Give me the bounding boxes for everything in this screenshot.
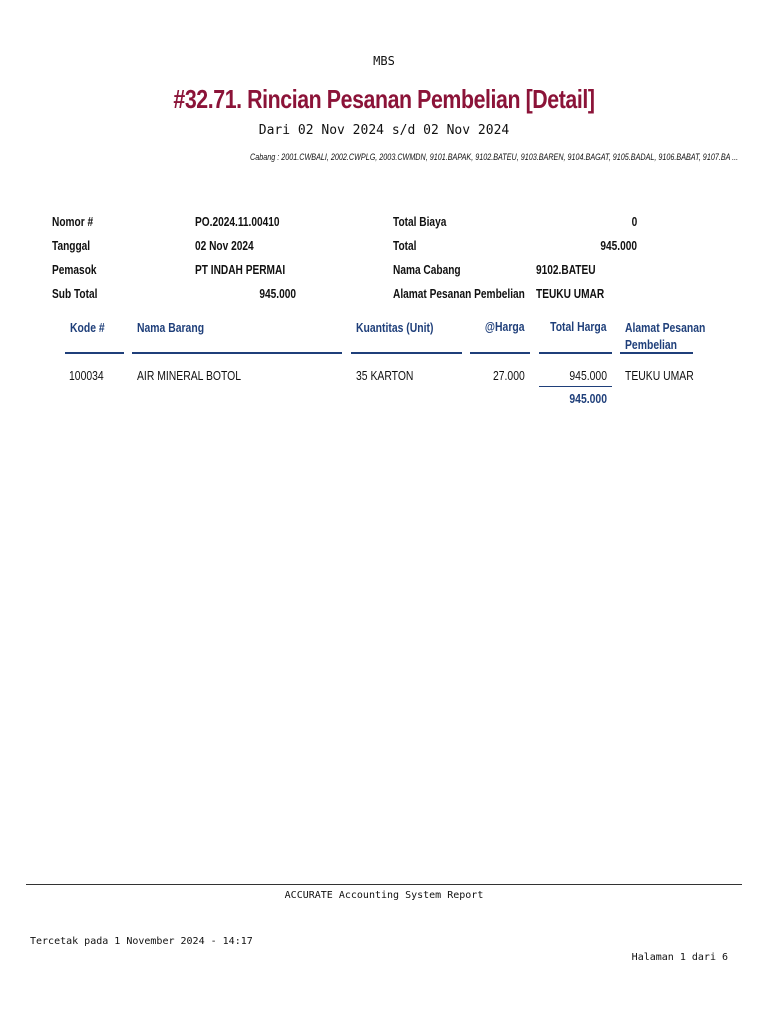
col-total-header: Total Harga: [550, 319, 607, 334]
subtotal-value: 945.000: [259, 286, 296, 301]
col-kuantitas-underline: [351, 352, 462, 354]
company-name: MBS: [373, 54, 395, 68]
nomor-value: PO.2024.11.00410: [195, 214, 280, 229]
row-total: 945.000: [569, 368, 607, 383]
total-biaya-label: Total Biaya: [393, 214, 447, 229]
alamat-value: TEUKU UMAR: [536, 286, 605, 301]
nomor-label: Nomor #: [52, 214, 94, 229]
col-nama-header: Nama Barang: [137, 320, 205, 335]
col-alamat-header: [625, 319, 705, 353]
row-nama: AIR MINERAL BOTOL: [137, 368, 242, 383]
col-nama-underline: [132, 352, 342, 354]
alamat-label: Alamat Pesanan Pembelian: [393, 286, 525, 301]
pemasok-label: Pemasok: [52, 262, 97, 277]
tanggal-value: 02 Nov 2024: [195, 238, 254, 253]
tanggal-label: Tanggal: [52, 238, 91, 253]
col-harga-underline: [470, 352, 530, 354]
col-kode-underline: [65, 352, 124, 354]
grand-total-divider: [539, 386, 612, 387]
col-kode-header: Kode #: [70, 320, 105, 335]
footer-system-label: ACCURATE Accounting System Report: [284, 890, 484, 901]
row-harga: 27.000: [493, 368, 525, 383]
nama-cabang-value: 9102.BATEU: [536, 262, 596, 277]
col-alamat-header-line1: Alamat Pesanan: [625, 320, 706, 335]
col-alamat-underline: [620, 352, 693, 354]
printed-timestamp: Tercetak pada 1 November 2024 - 14:17: [30, 936, 253, 947]
cabang-filter: Cabang : 2001.CWBALI, 2002.CWPLG, 2003.CWMDN, 9101.BAPAK, 9102.BATEU, 9103.BAREN, 9104.BAGAT, 9105.BADAL, 9106.BABAT, 9107.BA ...: [249, 152, 738, 162]
total-biaya-value: 0: [631, 214, 637, 229]
row-kode: 100034: [69, 368, 104, 383]
pemasok-value: PT INDAH PERMAI: [195, 262, 286, 277]
total-value: 945.000: [600, 238, 637, 253]
total-label: Total: [393, 238, 417, 253]
col-total-underline: [539, 352, 612, 354]
page-number: Halaman 1 dari 6: [631, 952, 728, 963]
footer-divider: [26, 884, 742, 885]
report-period: Dari 02 Nov 2024 s/d 02 Nov 2024: [258, 123, 510, 138]
col-alamat-header-line2: Pembelian: [625, 337, 678, 352]
col-kuantitas-header: Kuantitas (Unit): [356, 320, 434, 335]
grand-total: 945.000: [569, 391, 607, 406]
nama-cabang-label: Nama Cabang: [393, 262, 461, 277]
row-kuantitas: 35 KARTON: [356, 368, 414, 383]
report-title: #32.71. Rincian Pesanan Pembelian [Detail]: [173, 84, 595, 114]
col-harga-header: @Harga: [485, 319, 525, 334]
subtotal-label: Sub Total: [52, 286, 98, 301]
row-alamat: TEUKU UMAR: [625, 368, 694, 383]
